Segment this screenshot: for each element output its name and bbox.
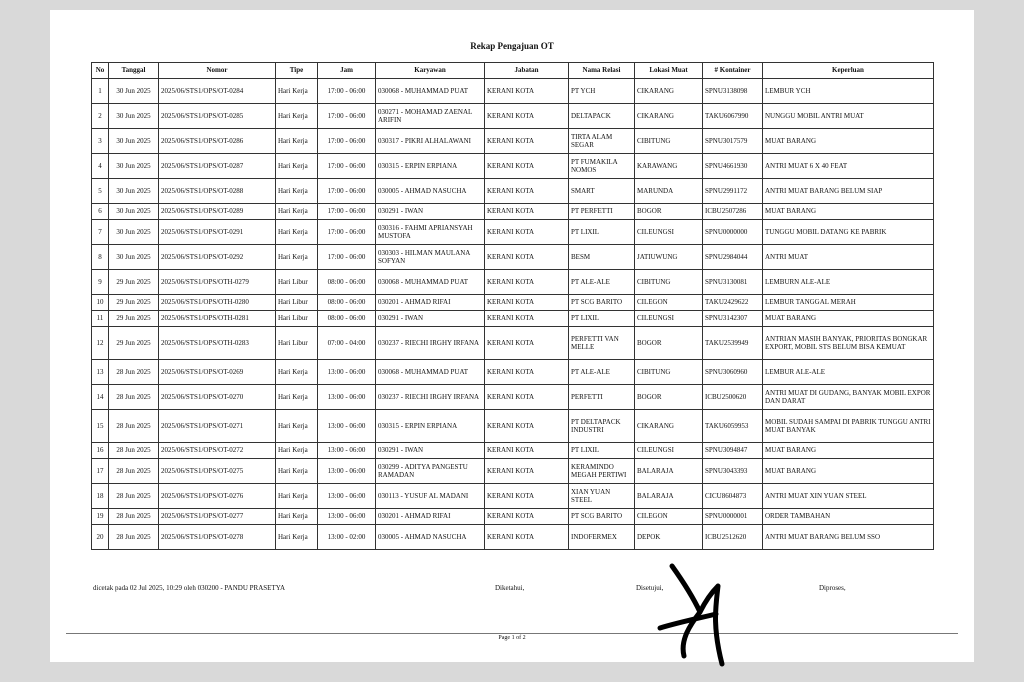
row-kontainer: TAKU2539949	[703, 327, 763, 360]
row-tipe: Hari Kerja	[276, 154, 318, 179]
row-no: 1	[92, 79, 109, 104]
row-nama-relasi: PT FUMAKILA NOMOS	[569, 154, 635, 179]
row-jabatan: KERANI KOTA	[485, 204, 569, 220]
table-row	[92, 295, 934, 311]
row-jabatan: KERANI KOTA	[485, 459, 569, 484]
row-lokasi-muat: CILEGON	[635, 509, 703, 525]
row-kontainer: SPNU0000001	[703, 509, 763, 525]
row-nomor: 2025/06/STS1/OPS/OT-0278	[159, 525, 276, 550]
row-jabatan: KERANI KOTA	[485, 220, 569, 245]
row-kontainer: TAKU6059953	[703, 410, 763, 443]
row-nomor: 2025/06/STS1/OPS/OT-0291	[159, 220, 276, 245]
row-keperluan: ANTRI MUAT XIN YUAN STEEL	[763, 484, 934, 509]
row-tipe: Hari Kerja	[276, 79, 318, 104]
row-keperluan: ANTRI MUAT BARANG BELUM SIAP	[763, 179, 934, 204]
row-kontainer: SPNU0000000	[703, 220, 763, 245]
row-tanggal: 29 Jun 2025	[109, 327, 159, 360]
row-karyawan: 030237 - RIECHI IRGHY IRFANA	[376, 385, 485, 410]
row-tanggal: 30 Jun 2025	[109, 179, 159, 204]
row-jabatan: KERANI KOTA	[485, 327, 569, 360]
row-tipe: Hari Libur	[276, 270, 318, 295]
row-jabatan: KERANI KOTA	[485, 104, 569, 129]
row-jabatan: KERANI KOTA	[485, 245, 569, 270]
row-no: 5	[92, 179, 109, 204]
row-nama-relasi: XIAN YUAN STEEL	[569, 484, 635, 509]
row-kontainer: ICBU2500620	[703, 385, 763, 410]
row-kontainer: ICBU2507286	[703, 204, 763, 220]
row-kontainer: SPNU2984044	[703, 245, 763, 270]
row-nomor: 2025/06/STS1/OPS/OT-0269	[159, 360, 276, 385]
table-row	[92, 525, 934, 550]
row-tanggal: 30 Jun 2025	[109, 220, 159, 245]
row-nomor: 2025/06/STS1/OPS/OT-0292	[159, 245, 276, 270]
row-nomor: 2025/06/STS1/OPS/OTH-0279	[159, 270, 276, 295]
row-kontainer: CICU8604873	[703, 484, 763, 509]
col-header-kontainer: # Kontainer	[703, 63, 763, 79]
table-row	[92, 360, 934, 385]
row-nama-relasi: PERFETTI VAN MELLE	[569, 327, 635, 360]
row-keperluan: LEMBUR YCH	[763, 79, 934, 104]
row-karyawan: 030317 - PIKRI ALHALAWANI	[376, 129, 485, 154]
row-nomor: 2025/06/STS1/OPS/OT-0275	[159, 459, 276, 484]
row-lokasi-muat: BOGOR	[635, 327, 703, 360]
row-tipe: Hari Kerja	[276, 484, 318, 509]
row-no: 4	[92, 154, 109, 179]
col-header-jam: Jam	[318, 63, 376, 79]
row-no: 20	[92, 525, 109, 550]
row-no: 8	[92, 245, 109, 270]
row-tipe: Hari Kerja	[276, 104, 318, 129]
col-header-karyawan: Karyawan	[376, 63, 485, 79]
row-tipe: Hari Kerja	[276, 360, 318, 385]
printed-info: dicetak pada 02 Jul 2025, 10:29 oleh 030200 - PANDU PRASETYA	[93, 584, 286, 592]
row-jam: 13:00 - 06:00	[318, 410, 376, 443]
row-tipe: Hari Kerja	[276, 459, 318, 484]
table-row	[92, 410, 934, 443]
row-no: 18	[92, 484, 109, 509]
row-nama-relasi: SMART	[569, 179, 635, 204]
row-jam: 07:00 - 04:00	[318, 327, 376, 360]
row-karyawan: 030315 - ERPIN ERPIANA	[376, 154, 485, 179]
row-no: 15	[92, 410, 109, 443]
row-nomor: 2025/06/STS1/OPS/OT-0289	[159, 204, 276, 220]
row-tipe: Hari Kerja	[276, 220, 318, 245]
row-jabatan: KERANI KOTA	[485, 79, 569, 104]
report-title: Rekap Pengajuan OT	[470, 41, 554, 51]
row-tipe: Hari Libur	[276, 327, 318, 360]
table-row	[92, 179, 934, 204]
row-keperluan: LEMBURN ALE-ALE	[763, 270, 934, 295]
row-keperluan: LEMBUR TANGGAL MERAH	[763, 295, 934, 311]
table-body	[92, 79, 934, 550]
row-karyawan: 030201 - AHMAD RIFAI	[376, 509, 485, 525]
row-nomor: 2025/06/STS1/OPS/OT-0288	[159, 179, 276, 204]
row-karyawan: 030237 - RIECHI IRGHY IRFANA	[376, 327, 485, 360]
row-jabatan: KERANI KOTA	[485, 270, 569, 295]
col-header-tipe: Tipe	[276, 63, 318, 79]
row-jam: 13:00 - 06:00	[318, 509, 376, 525]
row-nama-relasi: PT ALE-ALE	[569, 270, 635, 295]
row-jabatan: KERANI KOTA	[485, 360, 569, 385]
row-nama-relasi: PT PERFETTI	[569, 204, 635, 220]
row-jabatan: KERANI KOTA	[485, 295, 569, 311]
row-nama-relasi: PT LIXIL	[569, 311, 635, 327]
row-keperluan: ANTRIAN MASIH BANYAK, PRIORITAS BONGKAR EXPORT, MOBIL STS BELUM BISA KEMUAT	[763, 327, 934, 360]
row-nomor: 2025/06/STS1/OPS/OT-0276	[159, 484, 276, 509]
row-nama-relasi: PT SCG BARITO	[569, 295, 635, 311]
row-nama-relasi: DELTAPACK	[569, 104, 635, 129]
row-karyawan: 030068 - MUHAMMAD PUAT	[376, 360, 485, 385]
row-jam: 17:00 - 06:00	[318, 129, 376, 154]
row-jabatan: KERANI KOTA	[485, 525, 569, 550]
col-header-nama-relasi: Nama Relasi	[569, 63, 635, 79]
row-kontainer: TAKU6067990	[703, 104, 763, 129]
row-keperluan: ANTRI MUAT DI GUDANG, BANYAK MOBIL EXPOR DAN DARAT	[763, 385, 934, 410]
row-karyawan: 030068 - MUHAMMAD PUAT	[376, 79, 485, 104]
row-jabatan: KERANI KOTA	[485, 311, 569, 327]
row-nama-relasi: PT YCH	[569, 79, 635, 104]
table-row	[92, 509, 934, 525]
table-row	[92, 220, 934, 245]
row-keperluan: NUNGGU MOBIL ANTRI MUAT	[763, 104, 934, 129]
row-keperluan: ANTRI MUAT BARANG BELUM SSO	[763, 525, 934, 550]
report-page	[50, 10, 974, 662]
row-kontainer: SPNU3094847	[703, 443, 763, 459]
row-lokasi-muat: CIKARANG	[635, 104, 703, 129]
row-tipe: Hari Kerja	[276, 245, 318, 270]
row-tipe: Hari Kerja	[276, 443, 318, 459]
row-lokasi-muat: CIBITUNG	[635, 129, 703, 154]
row-tanggal: 28 Jun 2025	[109, 385, 159, 410]
diproses-label: Diproses,	[819, 584, 846, 592]
row-tanggal: 30 Jun 2025	[109, 79, 159, 104]
row-karyawan: 030299 - ADITYA PANGESTU RAMADAN	[376, 459, 485, 484]
table-row	[92, 385, 934, 410]
row-tanggal: 28 Jun 2025	[109, 360, 159, 385]
row-jam: 17:00 - 06:00	[318, 204, 376, 220]
row-kontainer: ICBU2512620	[703, 525, 763, 550]
row-karyawan: 030005 - AHMAD NASUCHA	[376, 179, 485, 204]
row-karyawan: 030291 - IWAN	[376, 204, 485, 220]
row-no: 6	[92, 204, 109, 220]
row-keperluan: ANTRI MUAT	[763, 245, 934, 270]
row-karyawan: 030113 - YUSUF AL MADANI	[376, 484, 485, 509]
row-karyawan: 030303 - HILMAN MAULANA SOFYAN	[376, 245, 485, 270]
page-divider	[66, 633, 958, 634]
row-nomor: 2025/06/STS1/OPS/OTH-0281	[159, 311, 276, 327]
table-header-row	[92, 63, 934, 79]
row-keperluan: MUAT BARANG	[763, 311, 934, 327]
row-tanggal: 30 Jun 2025	[109, 204, 159, 220]
row-lokasi-muat: CIKARANG	[635, 410, 703, 443]
row-nama-relasi: PT SCG BARITO	[569, 509, 635, 525]
row-lokasi-muat: CIKARANG	[635, 79, 703, 104]
row-keperluan: ANTRI MUAT 6 X 40 FEAT	[763, 154, 934, 179]
row-keperluan: MUAT BARANG	[763, 443, 934, 459]
row-jam: 13:00 - 06:00	[318, 443, 376, 459]
row-lokasi-muat: CILEUNGSI	[635, 311, 703, 327]
row-tipe: Hari Kerja	[276, 509, 318, 525]
row-kontainer: SPNU3017579	[703, 129, 763, 154]
row-keperluan: MUAT BARANG	[763, 204, 934, 220]
row-jam: 17:00 - 06:00	[318, 154, 376, 179]
row-jam: 08:00 - 06:00	[318, 311, 376, 327]
row-karyawan: 030068 - MUHAMMAD PUAT	[376, 270, 485, 295]
table-row	[92, 459, 934, 484]
row-tipe: Hari Libur	[276, 295, 318, 311]
row-kontainer: SPNU3142307	[703, 311, 763, 327]
row-tanggal: 29 Jun 2025	[109, 270, 159, 295]
row-tanggal: 29 Jun 2025	[109, 311, 159, 327]
row-kontainer: TAKU2429622	[703, 295, 763, 311]
row-nomor: 2025/06/STS1/OPS/OTH-0280	[159, 295, 276, 311]
row-tanggal: 28 Jun 2025	[109, 509, 159, 525]
row-tanggal: 30 Jun 2025	[109, 129, 159, 154]
row-karyawan: 030291 - IWAN	[376, 311, 485, 327]
row-jam: 13:00 - 06:00	[318, 385, 376, 410]
row-kontainer: SPNU3138098	[703, 79, 763, 104]
page-number: Page 1 of 2	[498, 635, 526, 641]
row-lokasi-muat: JATIUWUNG	[635, 245, 703, 270]
row-nama-relasi: INDOFERMEX	[569, 525, 635, 550]
row-nama-relasi: PT DELTAPACK INDUSTRI	[569, 410, 635, 443]
row-nomor: 2025/06/STS1/OPS/OT-0286	[159, 129, 276, 154]
row-lokasi-muat: CIBITUNG	[635, 360, 703, 385]
row-tipe: Hari Kerja	[276, 410, 318, 443]
row-jabatan: KERANI KOTA	[485, 509, 569, 525]
row-tipe: Hari Libur	[276, 311, 318, 327]
row-jabatan: KERANI KOTA	[485, 484, 569, 509]
row-no: 14	[92, 385, 109, 410]
row-nomor: 2025/06/STS1/OPS/OT-0277	[159, 509, 276, 525]
row-nomor: 2025/06/STS1/OPS/OTH-0283	[159, 327, 276, 360]
row-lokasi-muat: KARAWANG	[635, 154, 703, 179]
row-no: 11	[92, 311, 109, 327]
row-jam: 17:00 - 06:00	[318, 79, 376, 104]
row-nama-relasi: KERAMINDO MEGAH PERTIWI	[569, 459, 635, 484]
row-jabatan: KERANI KOTA	[485, 154, 569, 179]
row-nama-relasi: PT ALE-ALE	[569, 360, 635, 385]
row-nomor: 2025/06/STS1/OPS/OT-0284	[159, 79, 276, 104]
row-karyawan: 030315 - ERPIN ERPIANA	[376, 410, 485, 443]
row-jam: 13:00 - 02:00	[318, 525, 376, 550]
table-row	[92, 327, 934, 360]
row-jabatan: KERANI KOTA	[485, 443, 569, 459]
row-tanggal: 28 Jun 2025	[109, 484, 159, 509]
row-jam: 13:00 - 06:00	[318, 484, 376, 509]
row-jam: 17:00 - 06:00	[318, 179, 376, 204]
row-kontainer: SPNU4661930	[703, 154, 763, 179]
row-keperluan: TUNGGU MOBIL DATANG KE PABRIK	[763, 220, 934, 245]
row-tanggal: 28 Jun 2025	[109, 525, 159, 550]
table-row	[92, 129, 934, 154]
row-kontainer: SPNU2991172	[703, 179, 763, 204]
row-keperluan: LEMBUR ALE-ALE	[763, 360, 934, 385]
row-lokasi-muat: BALARAJA	[635, 484, 703, 509]
row-nama-relasi: PERFETTI	[569, 385, 635, 410]
row-no: 10	[92, 295, 109, 311]
row-keperluan: MUAT BARANG	[763, 459, 934, 484]
row-no: 19	[92, 509, 109, 525]
row-jam: 08:00 - 06:00	[318, 295, 376, 311]
row-tipe: Hari Kerja	[276, 129, 318, 154]
row-nomor: 2025/06/STS1/OPS/OT-0287	[159, 154, 276, 179]
row-lokasi-muat: BALARAJA	[635, 459, 703, 484]
table-row	[92, 79, 934, 104]
row-jabatan: KERANI KOTA	[485, 129, 569, 154]
row-keperluan: MOBIL SUDAH SAMPAI DI PABRIK TUNGGU ANTRI MUAT BANYAK	[763, 410, 934, 443]
table-row	[92, 204, 934, 220]
row-tipe: Hari Kerja	[276, 179, 318, 204]
col-header-jabatan: Jabatan	[485, 63, 569, 79]
col-header-tanggal: Tanggal	[109, 63, 159, 79]
row-lokasi-muat: MARUNDA	[635, 179, 703, 204]
row-lokasi-muat: CILEGON	[635, 295, 703, 311]
row-kontainer: SPNU3130081	[703, 270, 763, 295]
row-jam: 17:00 - 06:00	[318, 245, 376, 270]
row-jam: 08:00 - 06:00	[318, 270, 376, 295]
row-karyawan: 030316 - FAHMI APRIANSYAH MUSTOFA	[376, 220, 485, 245]
row-nomor: 2025/06/STS1/OPS/OT-0270	[159, 385, 276, 410]
row-lokasi-muat: BOGOR	[635, 385, 703, 410]
row-karyawan: 030201 - AHMAD RIFAI	[376, 295, 485, 311]
row-nomor: 2025/06/STS1/OPS/OT-0271	[159, 410, 276, 443]
row-nama-relasi: TIRTA ALAM SEGAR	[569, 129, 635, 154]
row-nama-relasi: PT LIXIL	[569, 220, 635, 245]
disetujui-label: Disetujui,	[636, 584, 664, 592]
row-no: 2	[92, 104, 109, 129]
row-tipe: Hari Kerja	[276, 525, 318, 550]
col-header-lokasi-muat: Lokasi Muat	[635, 63, 703, 79]
row-jam: 17:00 - 06:00	[318, 220, 376, 245]
table-row	[92, 104, 934, 129]
row-no: 12	[92, 327, 109, 360]
row-nama-relasi: BESM	[569, 245, 635, 270]
table-row	[92, 270, 934, 295]
row-no: 7	[92, 220, 109, 245]
row-tanggal: 30 Jun 2025	[109, 245, 159, 270]
row-karyawan: 030271 - MOHAMAD ZAENAL ARIFIN	[376, 104, 485, 129]
row-tanggal: 28 Jun 2025	[109, 459, 159, 484]
row-jabatan: KERANI KOTA	[485, 385, 569, 410]
row-no: 17	[92, 459, 109, 484]
row-tipe: Hari Kerja	[276, 385, 318, 410]
diketahui-label: Diketahui,	[495, 584, 525, 592]
row-jabatan: KERANI KOTA	[485, 410, 569, 443]
table-row	[92, 245, 934, 270]
row-no: 9	[92, 270, 109, 295]
row-kontainer: SPNU3043393	[703, 459, 763, 484]
row-tipe: Hari Kerja	[276, 204, 318, 220]
row-jam: 13:00 - 06:00	[318, 360, 376, 385]
row-karyawan: 030291 - IWAN	[376, 443, 485, 459]
table-row	[92, 443, 934, 459]
row-tanggal: 30 Jun 2025	[109, 104, 159, 129]
row-lokasi-muat: DEPOK	[635, 525, 703, 550]
col-header-keperluan: Keperluan	[763, 63, 934, 79]
row-tanggal: 28 Jun 2025	[109, 443, 159, 459]
row-nomor: 2025/06/STS1/OPS/OT-0272	[159, 443, 276, 459]
row-jam: 17:00 - 06:00	[318, 104, 376, 129]
table-row	[92, 154, 934, 179]
row-no: 16	[92, 443, 109, 459]
table-row	[92, 484, 934, 509]
col-header-no: No	[92, 63, 109, 79]
row-nomor: 2025/06/STS1/OPS/OT-0285	[159, 104, 276, 129]
row-jabatan: KERANI KOTA	[485, 179, 569, 204]
row-kontainer: SPNU3060960	[703, 360, 763, 385]
row-keperluan: MUAT BARANG	[763, 129, 934, 154]
row-karyawan: 030005 - AHMAD NASUCHA	[376, 525, 485, 550]
row-no: 13	[92, 360, 109, 385]
row-jam: 13:00 - 06:00	[318, 459, 376, 484]
row-lokasi-muat: CILEUNGSI	[635, 443, 703, 459]
table-row	[92, 311, 934, 327]
row-lokasi-muat: CIBITUNG	[635, 270, 703, 295]
row-lokasi-muat: BOGOR	[635, 204, 703, 220]
row-tanggal: 28 Jun 2025	[109, 410, 159, 443]
row-no: 3	[92, 129, 109, 154]
ot-table	[91, 62, 934, 550]
col-header-nomor: Nomor	[159, 63, 276, 79]
row-tanggal: 29 Jun 2025	[109, 295, 159, 311]
row-keperluan: ORDER TAMBAHAN	[763, 509, 934, 525]
row-lokasi-muat: CILEUNGSI	[635, 220, 703, 245]
row-tanggal: 30 Jun 2025	[109, 154, 159, 179]
row-nama-relasi: PT LIXIL	[569, 443, 635, 459]
